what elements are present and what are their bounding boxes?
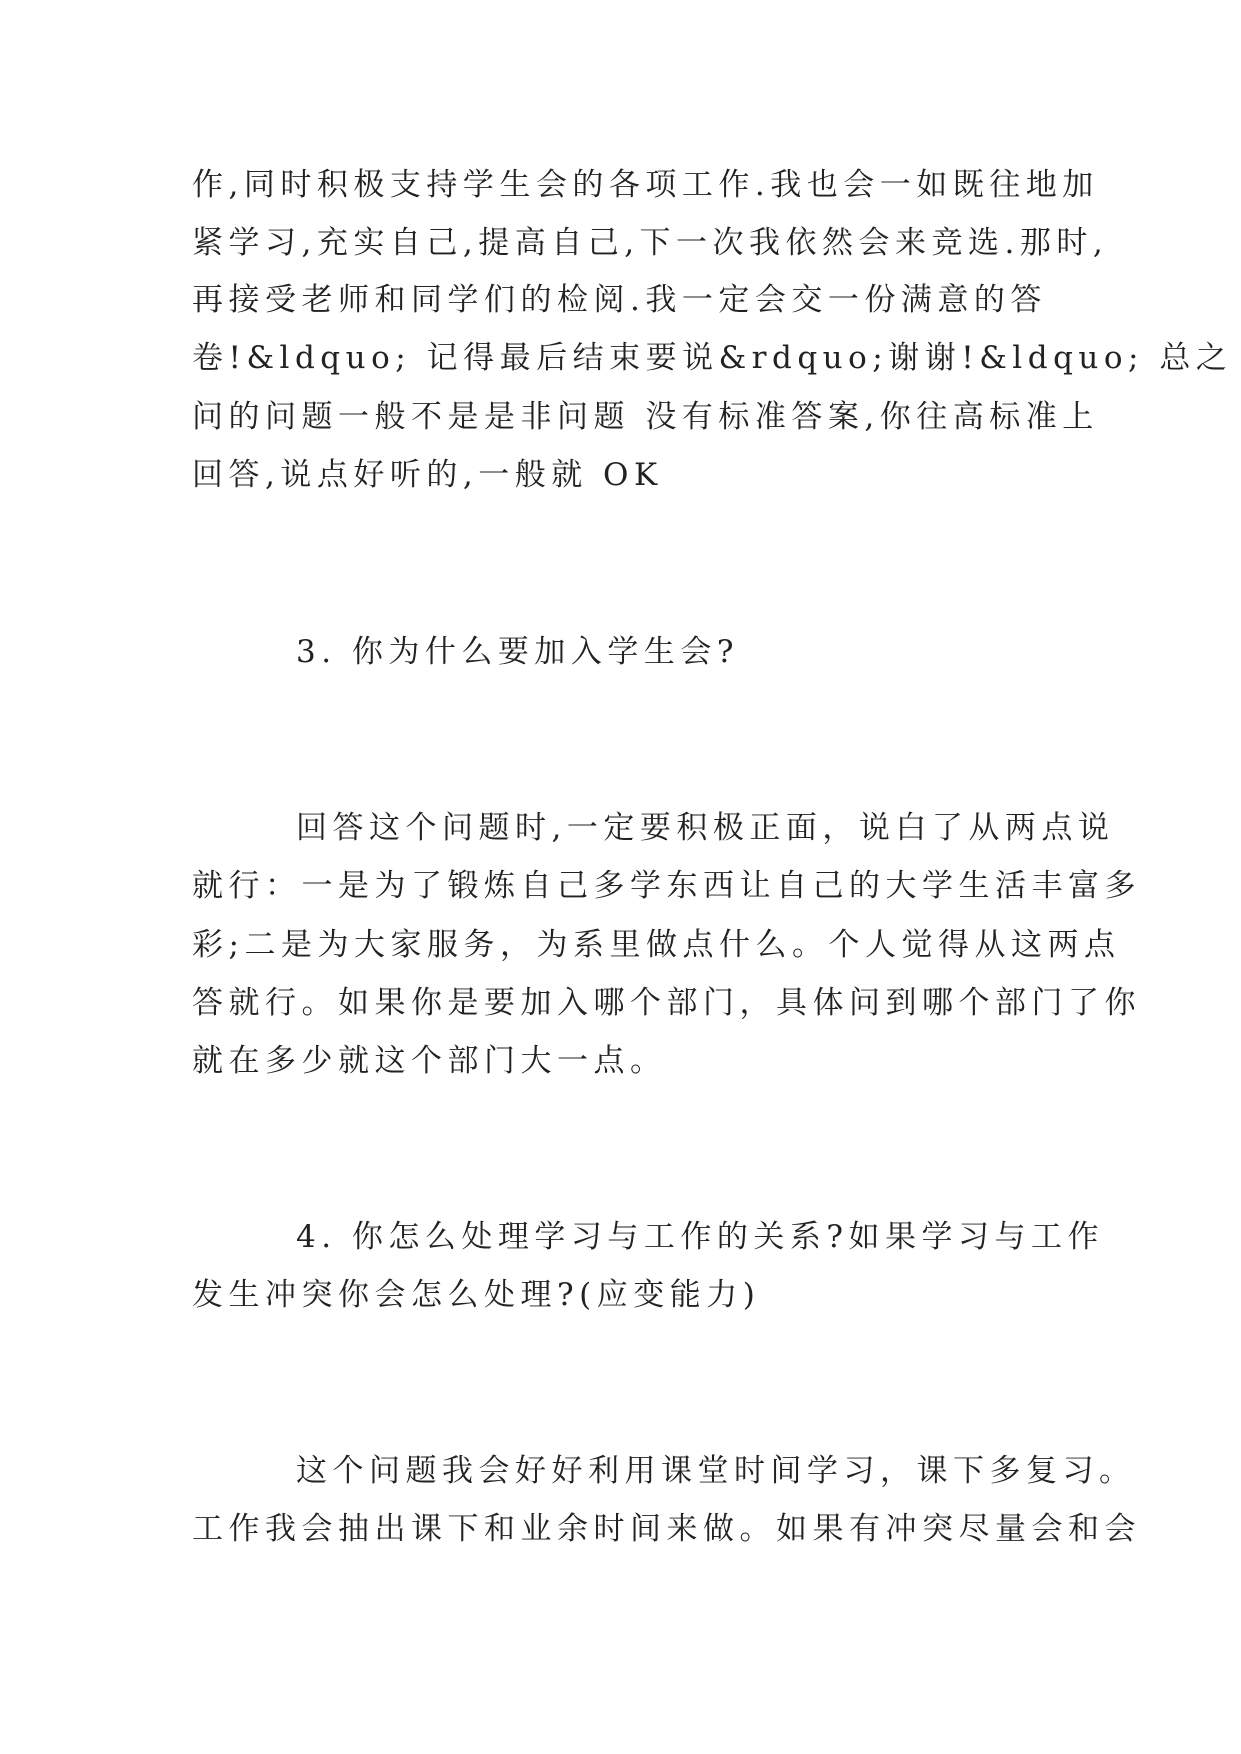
paragraph-text: 回答,说点好听的,一般就 OK	[192, 457, 663, 493]
answer-3-line-1	[0, 808, 1241, 848]
answer-4-line-1	[0, 1451, 1241, 1491]
question-4-heading-line-1	[0, 1217, 1241, 1257]
paragraph-1-line-6	[0, 455, 1241, 495]
answer-text: 回答这个问题时,一定要积极正面，说白了从两点说	[296, 810, 1115, 846]
question-text: 发生冲突你会怎么处理?(应变能力)	[192, 1277, 761, 1313]
question-text: 3. 你为什么要加入学生会?	[296, 634, 740, 670]
paragraph-text: 再接受老师和同学们的检阅.我一定会交一份满意的答	[192, 282, 1047, 318]
paragraph-1-line-5	[0, 397, 1241, 437]
answer-text: 就行：一是为了锻炼自己多学东西让自己的大学生活丰富多	[192, 868, 1141, 904]
paragraph-1-line-1	[0, 165, 1241, 205]
answer-text: 答就行。如果你是要加入哪个部门，具体问到哪个部门了你	[192, 985, 1141, 1021]
answer-text: 这个问题我会好好利用课堂时间学习，课下多复习。	[296, 1453, 1136, 1489]
paragraph-text: 紧学习,充实自己,提高自己,下一次我依然会来竞选.那时,	[192, 225, 1109, 261]
question-3-heading	[0, 632, 1241, 672]
paragraph-1-line-3	[0, 280, 1241, 320]
answer-text: 彩;二是为大家服务，为系里做点什么。个人觉得从这两点	[192, 927, 1121, 963]
answer-3-line-4	[0, 983, 1241, 1023]
question-text: 4. 你怎么处理学习与工作的关系?如果学习与工作	[296, 1219, 1105, 1255]
paragraph-text: 作,同时积极支持学生会的各项工作.我也会一如既往地加	[192, 167, 1099, 203]
paragraph-1-line-2	[0, 223, 1241, 263]
answer-text: 就在多少就这个部门大一点。	[192, 1043, 667, 1079]
answer-text: 工作我会抽出课下和业余时间来做。如果有冲突尽量会和会	[192, 1511, 1141, 1547]
question-4-heading-line-2	[0, 1275, 1241, 1315]
answer-4-line-2	[0, 1509, 1241, 1549]
paragraph-text: 卷!&ldquo; 记得最后结束要说&rdquo;谢谢!&ldquo; 总之	[192, 340, 1233, 376]
paragraph-1-line-4	[0, 338, 1241, 378]
answer-3-line-2	[0, 866, 1241, 906]
paragraph-text: 问的问题一般不是是非问题 没有标准答案,你往高标准上	[192, 399, 1099, 435]
answer-3-line-3	[0, 925, 1241, 965]
answer-3-line-5	[0, 1041, 1241, 1081]
